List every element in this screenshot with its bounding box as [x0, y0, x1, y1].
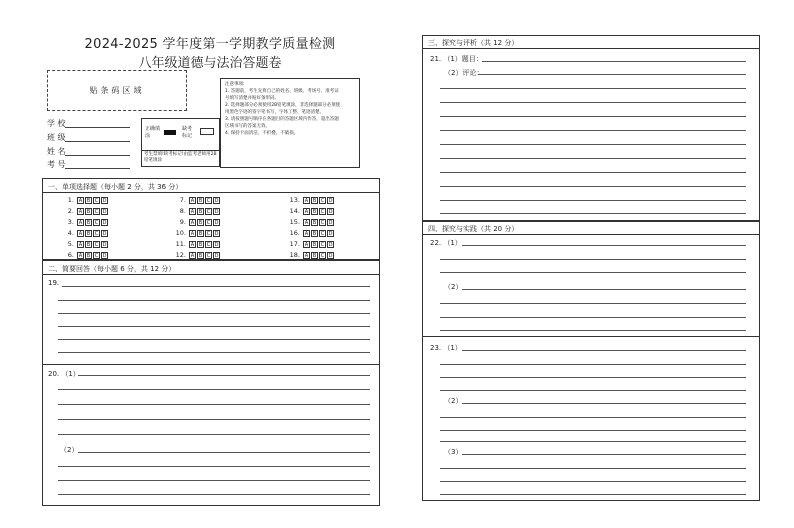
q23-label: 23. （1）: [430, 344, 462, 352]
mc-option-bubble[interactable]: B: [312, 252, 317, 259]
mc-question: [172, 251, 221, 259]
school-label: 学 校: [47, 119, 66, 128]
mc-option-bubble[interactable]: A: [190, 230, 195, 237]
mc-option-bubble[interactable]: C: [94, 230, 99, 237]
answer-line[interactable]: [440, 130, 746, 131]
proctor-note: 考生禁填!缺考标记!由监考老师用2B铅笔填涂: [141, 151, 220, 167]
divider: [42, 364, 380, 365]
mc-option-bubble[interactable]: C: [206, 197, 211, 204]
answer-line[interactable]: [440, 468, 746, 469]
answer-line[interactable]: [440, 417, 746, 418]
mc-question: [286, 229, 335, 237]
answer-line[interactable]: [482, 61, 746, 62]
mc-option-bubble[interactable]: C: [320, 219, 325, 226]
answer-line[interactable]: [440, 330, 746, 331]
mc-option-bubble[interactable]: B: [86, 241, 91, 248]
school-field[interactable]: [65, 127, 130, 128]
mc-question-number: 15.: [289, 218, 300, 226]
mc-question: [60, 207, 109, 215]
mc-option-bubble[interactable]: B: [86, 208, 91, 215]
notes-item: 号填写清楚并贴好条形码。: [225, 96, 279, 101]
answer-line[interactable]: [78, 452, 370, 453]
answer-line[interactable]: [440, 441, 746, 442]
mc-option-bubble[interactable]: D: [102, 241, 107, 248]
answer-line[interactable]: [440, 272, 746, 273]
absent-mark-box[interactable]: [200, 128, 214, 135]
mc-question-number: 13.: [289, 196, 300, 204]
mc-option-bubble[interactable]: C: [206, 230, 211, 237]
mc-question: [172, 218, 221, 226]
mc-question-number: 6.: [67, 251, 74, 259]
mc-option-bubble[interactable]: A: [304, 219, 309, 226]
notes-item: 4. 保持卡面清洁，不折叠，不破损。: [225, 131, 299, 136]
mc-option-bubble[interactable]: B: [198, 241, 203, 248]
notes-item: 1. 答题前，考生先将自己的姓名、班级、考场号、准考证: [225, 89, 339, 94]
q20-2-label: （2）: [60, 446, 79, 454]
section-practice: [422, 221, 760, 501]
mc-option-bubble[interactable]: A: [190, 219, 195, 226]
answer-line[interactable]: [462, 289, 746, 290]
section4-heading: 四、探究与实践（共 20 分）: [428, 225, 519, 233]
mc-question-number: 17.: [289, 240, 300, 248]
answer-line[interactable]: [440, 303, 746, 304]
mc-option-bubble[interactable]: D: [102, 219, 107, 226]
mc-option-bubble[interactable]: A: [190, 208, 195, 215]
answer-line[interactable]: [440, 364, 746, 365]
mc-option-bubble[interactable]: C: [320, 241, 325, 248]
answer-line[interactable]: [440, 88, 746, 89]
mc-option-bubble[interactable]: D: [102, 197, 107, 204]
mc-question-number: 16.: [289, 229, 300, 237]
answer-line[interactable]: [78, 375, 370, 376]
absent-mark-label: 缺考标记: [182, 126, 193, 139]
mc-option-bubble[interactable]: C: [320, 197, 325, 204]
mc-question-number: 8.: [179, 207, 186, 215]
mc-option-bubble[interactable]: B: [312, 208, 317, 215]
mc-option-bubble[interactable]: B: [86, 230, 91, 237]
mc-option-bubble[interactable]: D: [102, 230, 107, 237]
divider: [42, 274, 380, 275]
mc-question: [172, 229, 221, 237]
mc-question-number: 4.: [67, 229, 74, 237]
answer-line[interactable]: [440, 317, 746, 318]
name-label: 姓 名: [47, 147, 66, 156]
correct-fill-mark: [164, 130, 176, 135]
mc-question-number: 10.: [175, 229, 186, 237]
answer-line[interactable]: [58, 466, 370, 467]
mc-question-number: 12.: [175, 251, 186, 259]
mc-question-number: 18.: [289, 251, 300, 259]
q21-2-label: （2）评论：: [444, 69, 484, 77]
mc-option-bubble[interactable]: C: [94, 252, 99, 259]
mc-option-bubble[interactable]: C: [206, 241, 211, 248]
answer-line[interactable]: [462, 454, 746, 455]
mc-option-bubble[interactable]: B: [86, 197, 91, 204]
notes-item: 区域书写的答案无效。: [225, 124, 270, 129]
mc-option-bubble[interactable]: C: [94, 219, 99, 226]
seal-area-label: 贴条码区域: [89, 86, 145, 95]
mc-question-number: 9.: [179, 218, 186, 226]
mc-question: [172, 240, 221, 248]
correct-fill-label: 正确填涂: [145, 126, 161, 139]
mc-option-bubble[interactable]: D: [328, 219, 333, 226]
mc-option-bubble[interactable]: A: [304, 208, 309, 215]
answer-line[interactable]: [440, 200, 746, 201]
mc-option-bubble[interactable]: C: [320, 230, 325, 237]
section3-heading: 三、探究与评析（共 12 分）: [428, 39, 519, 47]
mc-question-number: 7.: [179, 196, 186, 204]
mc-option-bubble[interactable]: B: [198, 230, 203, 237]
q22-label: 22. （1）: [430, 239, 462, 247]
answer-line[interactable]: [440, 481, 746, 482]
mc-question-number: 2.: [67, 207, 74, 215]
q23-2-label: （2）: [444, 397, 463, 405]
fill-example-box: [141, 118, 220, 151]
mc-option-bubble[interactable]: A: [78, 241, 83, 248]
divider: [422, 336, 760, 337]
mc-question: [60, 229, 109, 237]
q19-label: 19.: [48, 279, 60, 287]
mc-option-bubble[interactable]: C: [320, 208, 325, 215]
exam-no-field[interactable]: [65, 168, 130, 169]
answer-line[interactable]: [58, 339, 370, 340]
mc-option-bubble[interactable]: A: [190, 252, 195, 259]
mc-option-bubble[interactable]: A: [78, 208, 83, 215]
mc-option-bubble[interactable]: A: [304, 230, 309, 237]
exam-no-label: 考 号: [47, 160, 66, 169]
mc-question: [172, 207, 221, 215]
mc-option-bubble[interactable]: D: [214, 219, 219, 226]
mc-question: [286, 207, 335, 215]
name-field[interactable]: [65, 155, 130, 156]
class-field[interactable]: [65, 141, 130, 142]
mc-option-bubble[interactable]: A: [78, 230, 83, 237]
answer-line[interactable]: [478, 74, 746, 75]
answer-line[interactable]: [440, 390, 746, 391]
mc-option-bubble[interactable]: D: [102, 208, 107, 215]
q22-2-label: （2）: [444, 283, 463, 291]
mc-question: [60, 240, 109, 248]
notes-item: 2. 选择题部分必须使用2B铅笔填涂，非选择题部分必须使: [225, 103, 341, 108]
mc-question: [60, 196, 109, 204]
answer-line[interactable]: [462, 350, 746, 351]
mc-question-number: 5.: [67, 240, 74, 248]
mc-question: [286, 240, 335, 248]
answer-line[interactable]: [440, 494, 746, 495]
mc-question: [60, 251, 109, 259]
answer-line[interactable]: [62, 286, 370, 287]
answer-line[interactable]: [440, 377, 746, 378]
mc-option-bubble[interactable]: D: [328, 197, 333, 204]
mc-option-bubble[interactable]: D: [214, 241, 219, 248]
mc-option-bubble[interactable]: B: [198, 197, 203, 204]
mc-option-bubble[interactable]: D: [328, 208, 333, 215]
answer-line[interactable]: [58, 494, 370, 495]
answer-line[interactable]: [58, 419, 370, 420]
mc-option-bubble[interactable]: D: [214, 208, 219, 215]
divider: [42, 192, 380, 193]
answer-line[interactable]: [440, 259, 746, 260]
answer-line[interactable]: [440, 172, 746, 173]
mc-option-bubble[interactable]: B: [198, 208, 203, 215]
answer-line[interactable]: [58, 352, 370, 353]
mc-option-bubble[interactable]: D: [328, 230, 333, 237]
barcode-seal-area: [47, 70, 187, 111]
mc-question: [286, 196, 335, 204]
notes-item: 用黑色字迹的签字笔书写，字体工整、笔迹清楚。: [225, 110, 324, 115]
mc-option-bubble[interactable]: C: [94, 208, 99, 215]
answer-line[interactable]: [58, 389, 370, 390]
answer-line[interactable]: [58, 480, 370, 481]
notes-item: 3. 请按照题号顺序在各题目的答题区域内作答，超出答题: [225, 117, 339, 122]
mc-option-bubble[interactable]: A: [304, 197, 309, 204]
class-label: 班 级: [47, 133, 66, 142]
mc-option-bubble[interactable]: D: [214, 230, 219, 237]
mc-option-bubble[interactable]: D: [328, 252, 333, 259]
mc-question-number: 14.: [289, 207, 300, 215]
mc-option-bubble[interactable]: A: [304, 252, 309, 259]
answer-line[interactable]: [462, 245, 746, 246]
answer-line[interactable]: [58, 300, 370, 301]
answer-line[interactable]: [58, 326, 370, 327]
q20-label: 20. （1）: [48, 370, 80, 378]
answer-line[interactable]: [440, 186, 746, 187]
answer-line[interactable]: [440, 144, 746, 145]
mc-option-bubble[interactable]: B: [198, 219, 203, 226]
answer-line[interactable]: [440, 102, 746, 103]
mc-option-bubble[interactable]: A: [78, 219, 83, 226]
mc-option-bubble[interactable]: C: [206, 252, 211, 259]
notes-title: 注意事项:: [225, 82, 245, 87]
mc-question: [172, 196, 221, 204]
mc-option-bubble[interactable]: B: [86, 219, 91, 226]
mc-question: [286, 218, 335, 226]
mc-option-bubble[interactable]: C: [206, 208, 211, 215]
mc-option-bubble[interactable]: B: [86, 252, 91, 259]
mc-option-bubble[interactable]: D: [102, 252, 107, 259]
mc-option-bubble[interactable]: C: [206, 219, 211, 226]
divider: [422, 48, 760, 49]
answer-line[interactable]: [440, 213, 746, 214]
mc-option-bubble[interactable]: B: [312, 219, 317, 226]
mc-question-number: 1.: [67, 196, 74, 204]
q21-label: 21. （1）题目：: [430, 55, 483, 63]
mc-option-bubble[interactable]: D: [328, 241, 333, 248]
section2-heading: 二、简要回答（每小题 6 分，共 12 分）: [48, 265, 176, 273]
mc-question: [286, 251, 335, 259]
answer-line[interactable]: [462, 403, 746, 404]
mc-option-bubble[interactable]: C: [94, 241, 99, 248]
mc-question-number: 11.: [175, 240, 186, 248]
answer-line[interactable]: [58, 404, 370, 405]
exam-title: 2024-2025 学年度第一学期教学质量检测: [84, 37, 336, 52]
mc-option-bubble[interactable]: A: [304, 241, 309, 248]
mc-question: [60, 218, 109, 226]
mc-option-bubble[interactable]: A: [78, 197, 83, 204]
mc-option-bubble[interactable]: B: [312, 241, 317, 248]
exam-notes: [220, 78, 360, 168]
mc-option-bubble[interactable]: A: [78, 252, 83, 259]
mc-option-bubble[interactable]: D: [214, 252, 219, 259]
mc-question-number: 3.: [67, 218, 74, 226]
answer-line[interactable]: [440, 430, 746, 431]
mc-option-bubble[interactable]: C: [320, 252, 325, 259]
section-short-answer: [42, 260, 380, 506]
mc-option-bubble[interactable]: A: [190, 241, 195, 248]
mc-option-bubble[interactable]: B: [312, 230, 317, 237]
section1-heading: 一、单项选择题（每小题 2 分，共 36 分）: [48, 183, 183, 191]
mc-option-bubble[interactable]: D: [214, 197, 219, 204]
answer-line[interactable]: [440, 158, 746, 159]
divider: [422, 234, 760, 235]
mc-option-bubble[interactable]: B: [312, 197, 317, 204]
answer-line[interactable]: [440, 116, 746, 117]
answer-line[interactable]: [58, 313, 370, 314]
answer-line[interactable]: [58, 434, 370, 435]
mc-option-bubble[interactable]: B: [198, 252, 203, 259]
exam-subtitle: 八年级道德与法治答题卷: [138, 56, 282, 71]
q23-3-label: （3）: [444, 448, 463, 456]
mc-option-bubble[interactable]: A: [190, 197, 195, 204]
mc-option-bubble[interactable]: C: [94, 197, 99, 204]
